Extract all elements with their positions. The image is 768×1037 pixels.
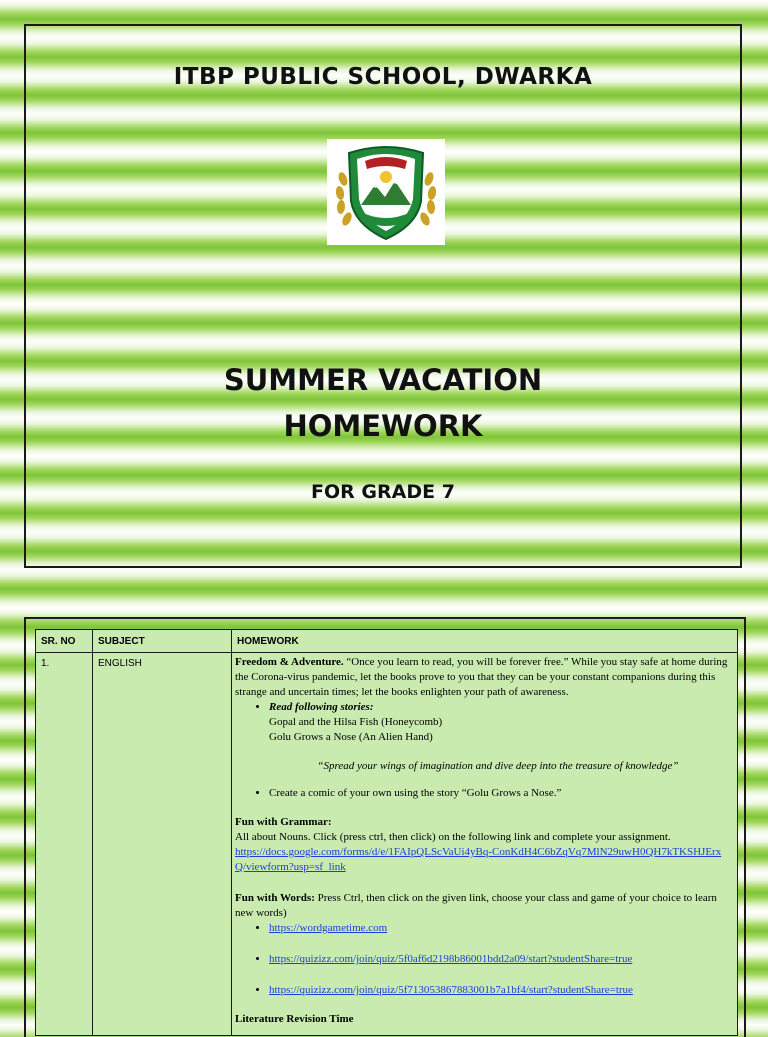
grade-label: FOR GRADE 7 — [311, 481, 455, 503]
read-label: Read following stories: — [269, 701, 374, 713]
grammar-link[interactable]: https://docs.google.com/forms/d/e/1FAIpQLScVaUi4yBq-ConKdH4C6bZqVq7MlN29uwH0QH7kTKSHJErxQ/viewform?usp=sf_link — [235, 846, 722, 873]
header-homework: HOMEWORK — [232, 630, 738, 653]
title-line-2: HOMEWORK — [283, 409, 483, 443]
quote-text: “Spread your wings of imagination and dive deep into the treasure of knowledge” — [317, 760, 679, 772]
grammar-heading: Fun with Grammar: — [235, 816, 332, 828]
sr-no-cell: 1. — [36, 653, 93, 1036]
quizizz-link-1[interactable]: https://quizizz.com/join/quiz/5f0af6d2198b86001bdd2a09/start?studentShare=true — [269, 953, 633, 965]
story-1: Gopal and the Hilsa Fish (Honeycomb) — [269, 716, 443, 728]
story-2: Golu Grows a Nose (An Alien Hand) — [269, 731, 433, 743]
school-crest-logo — [327, 139, 445, 245]
list-item — [269, 983, 731, 998]
literature-heading: Literature Revision Time — [235, 1013, 354, 1025]
words-heading: Fun with Words: — [235, 892, 315, 904]
title-line-1: SUMMER VACATION — [223, 363, 543, 397]
quiz-link-list-1 — [235, 952, 731, 967]
header-sr-no: SR. NO — [36, 630, 93, 653]
wordgametime-link[interactable]: https://wordgametime.com — [269, 922, 388, 934]
subject-cell: ENGLISH — [93, 653, 232, 1036]
words-link-list — [235, 921, 731, 936]
homework-cell — [232, 653, 738, 1036]
list-item — [269, 921, 731, 936]
comic-task: • Create a comic of your own using the story “Golu Grows a Nose.” — [269, 786, 731, 801]
school-name: ITBP PUBLIC SCHOOL, DWARKA — [173, 64, 593, 90]
school-crest-icon — [327, 139, 445, 245]
list-item — [269, 700, 731, 715]
homework-page — [24, 617, 746, 1037]
grammar-text: All about Nouns. Click (press ctrl, then click) on the following link and complete your assignment. — [235, 831, 671, 843]
quizizz-link-2[interactable]: https://quizizz.com/join/quiz/5f713053867883001b7a1bf4/start?studentShare=true — [269, 984, 633, 996]
freedom-paragraph — [235, 655, 731, 700]
freedom-text: “Once you learn to read, you will be forever free.” While you stay safe at home during the Corona-virus pandemic, let the books prove to you that they can be your constant companions during this strange and uncertain times; let the books enlighten your path of awareness. — [235, 656, 728, 698]
header-subject: SUBJECT — [93, 630, 232, 653]
words-text: Press Ctrl, then click on the given link, choose your class and game of your choice to learn new words) — [235, 892, 717, 919]
table-header-row — [36, 630, 738, 653]
comic-list — [235, 786, 731, 801]
read-list — [235, 700, 731, 715]
quiz-link-list-2 — [235, 983, 731, 998]
cover-page — [24, 24, 742, 568]
homework-table — [35, 629, 738, 1036]
list-item — [269, 952, 731, 967]
freedom-heading: Freedom & Adventure. — [235, 656, 344, 668]
table-row — [36, 653, 738, 1036]
